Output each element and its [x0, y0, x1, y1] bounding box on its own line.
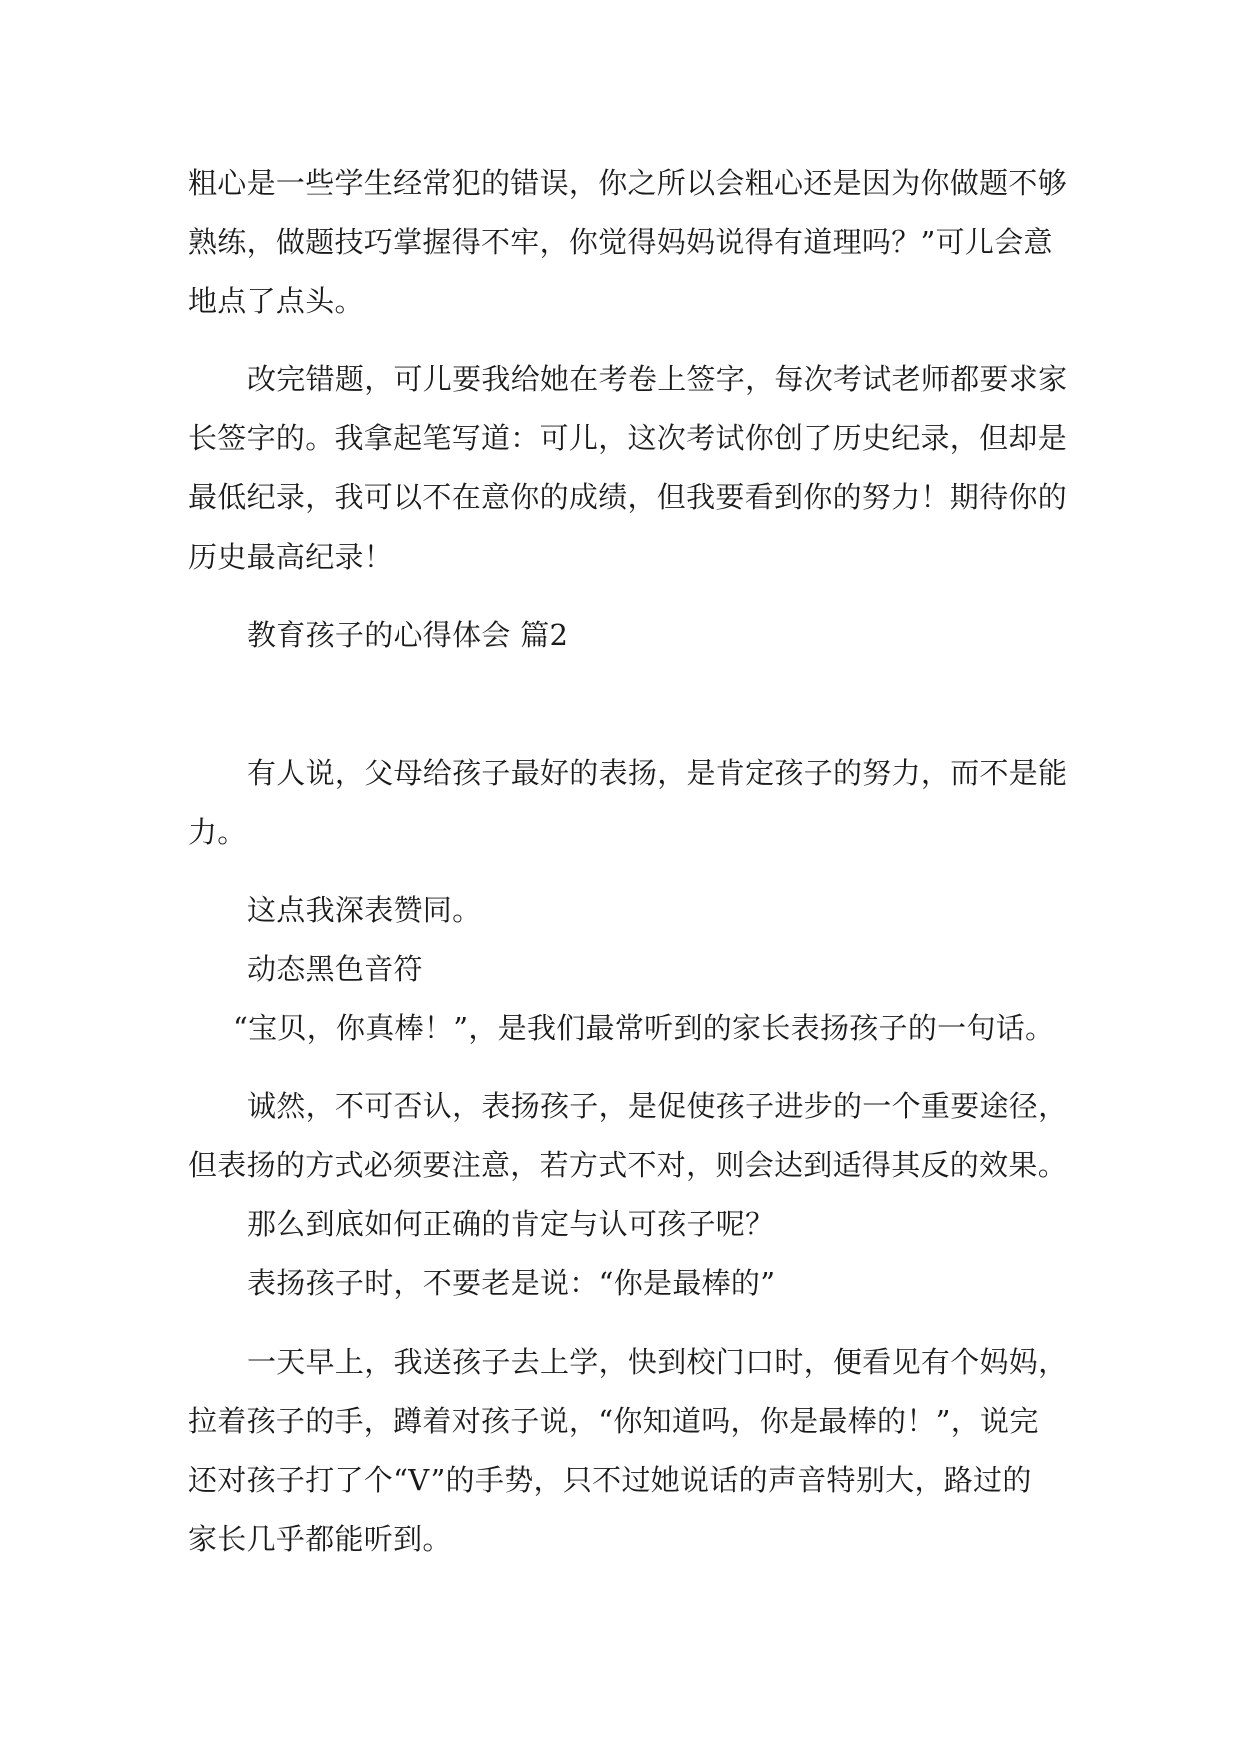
section-heading: 教育孩子的心得体会 篇2 — [247, 618, 569, 652]
paragraph-line: 还对孩子打了个“V”的手势，只不过她说话的声音特别大，路过的 — [188, 1463, 1032, 1497]
paragraph-line: 力。 — [188, 815, 247, 849]
paragraph-line: 熟练，做题技巧掌握得不牢，你觉得妈妈说得有道理吗？”可儿会意 — [188, 225, 1053, 259]
paragraph-line: 最低纪录，我可以不在意你的成绩，但我要看到你的努力！期待你的 — [188, 480, 1068, 514]
paragraph-line: “宝贝，你真棒！”，是我们最常听到的家长表扬孩子的一句话。 — [233, 1011, 1055, 1045]
paragraph-line: 粗心是一些学生经常犯的错误，你之所以会粗心还是因为你做题不够 — [188, 166, 1068, 200]
paragraph-line: 一天早上，我送孩子去上学，快到校门口时，便看见有个妈妈， — [247, 1345, 1068, 1379]
paragraph-line: 诚然，不可否认，表扬孩子，是促使孩子进步的一个重要途径， — [247, 1089, 1068, 1123]
paragraph-line: 地点了点头。 — [188, 284, 364, 318]
paragraph-line: 那么到底如何正确的肯定与认可孩子呢？ — [247, 1207, 775, 1241]
paragraph-line: 拉着孩子的手，蹲着对孩子说，“你知道吗，你是最棒的！”，说完 — [188, 1404, 1039, 1438]
paragraph-line: 改完错题，可儿要我给她在考卷上签字，每次考试老师都要求家 — [247, 362, 1068, 396]
paragraph-line: 表扬孩子时，不要老是说：“你是最棒的” — [247, 1266, 776, 1300]
paragraph-line: 有人说，父母给孩子最好的表扬，是肯定孩子的努力，而不是能 — [247, 756, 1068, 790]
paragraph-line: 但表扬的方式必须要注意，若方式不对，则会达到适得其反的效果。 — [188, 1148, 1068, 1182]
paragraph-line: 家长几乎都能听到。 — [188, 1522, 452, 1556]
paragraph-line: 历史最高纪录！ — [188, 540, 394, 574]
paragraph-line: 这点我深表赞同。 — [247, 893, 482, 927]
paragraph-line: 动态黑色音符 — [247, 952, 423, 986]
paragraph-line: 长签字的。我拿起笔写道：可儿，这次考试你创了历史纪录，但却是 — [188, 421, 1068, 455]
